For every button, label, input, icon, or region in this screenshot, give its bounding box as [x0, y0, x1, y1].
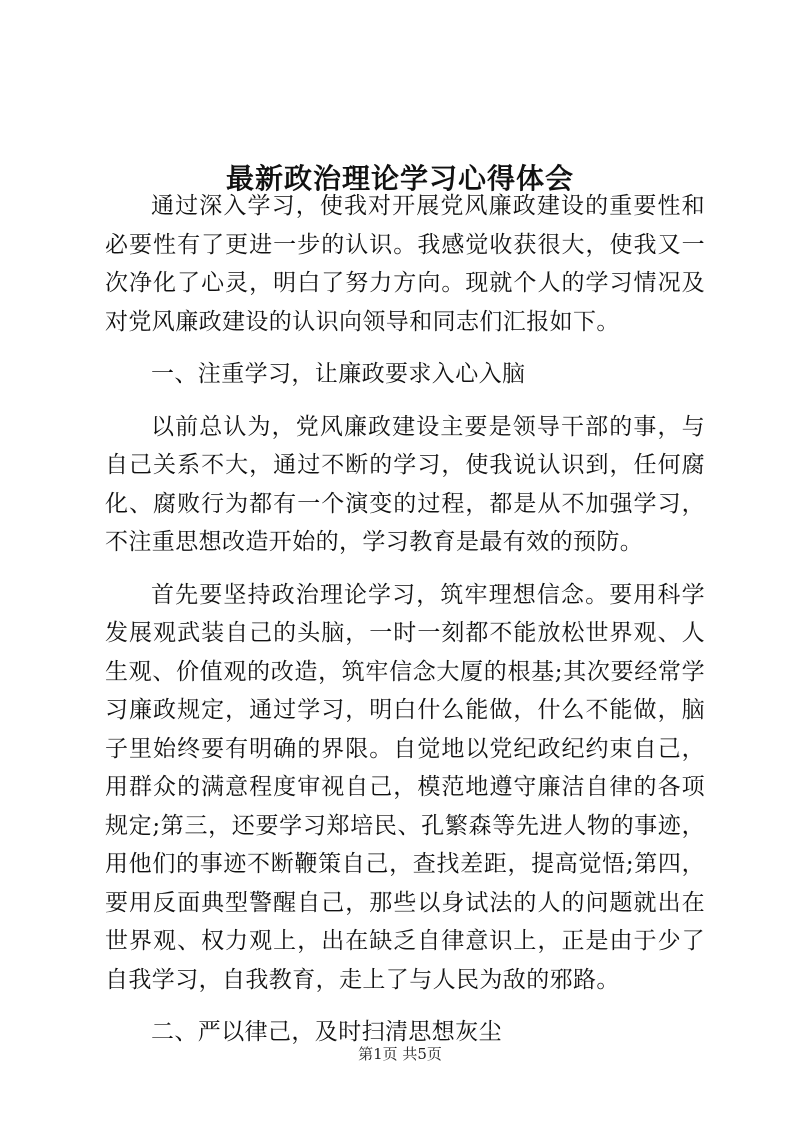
- paragraph-section-1-b: 首先要坚持政治理论学习，筑牢理想信念。要用科学发展观武装自己的头脑，一时一刻都不能放松世界观、人生观、价值观的改造，筑牢信念大厦的根基;其次要经常学习廉政规定，通过学习，明白什么能做，什么不能做，脑子里始终要有明确的界限。自觉地以党纪政纪约束自己，用群众的满意程度审视自己，模范地遵守廉洁自律的各项规定;第三，还要学习郑培民、孔繁森等先进人物的事迹，用他们的事迹不断鞭策自己，查找差距，提高觉悟;第四，要用反面典型警醒自己，那些以身试法的人的问题就出在世界观、权力观上，出在缺乏自律意识上，正是由于少了自我学习，自我教育，走上了与人民为敌的邪路。: [105, 581, 705, 993]
- section-heading-2: 二、严以律己，及时扫清思想灰尘: [151, 1019, 502, 1045]
- paragraph-intro: 通过深入学习，使我对开展党风廉政建设的重要性和必要性有了更进一步的认识。我感觉收获很大，使我又一次净化了心灵，明白了努力方向。现就个人的学习情况及对党风廉政建设的认识向领导和同志们汇报如下。: [105, 193, 705, 335]
- paragraph-section-1-a: 以前总认为，党风廉政建设主要是领导干部的事，与自己关系不大，通过不断的学习，使我说认识到，任何腐化、腐败行为都有一个演变的过程，都是从不加强学习，不注重思想改造开始的，学习教育是最有效的预防。: [105, 413, 705, 555]
- section-heading-1: 一、注重学习，让廉政要求入心入脑: [151, 361, 526, 387]
- page-footer: 第1页 共5页: [358, 1045, 442, 1063]
- document-body: [105, 187, 705, 1052]
- document-title: 最新政治理论学习心得体会: [225, 161, 574, 195]
